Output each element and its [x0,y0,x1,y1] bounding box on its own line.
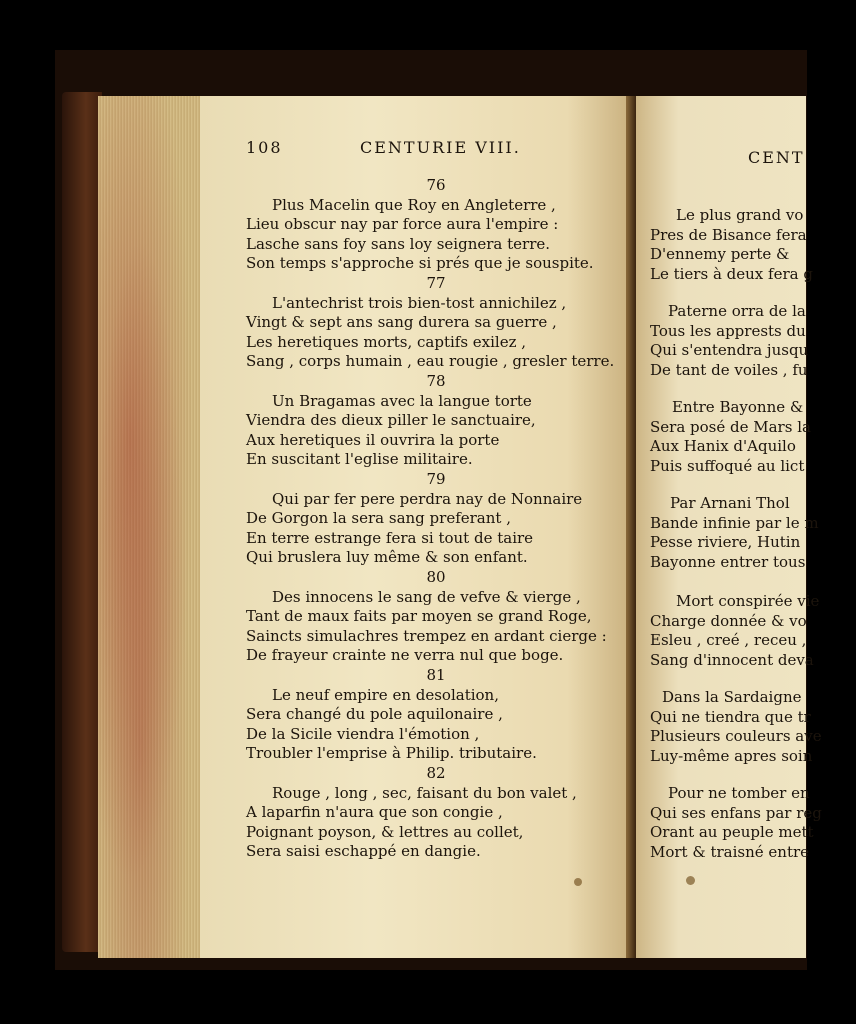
right-stanza [650,494,819,572]
verse-line: Qui par fer pere perdra nay de Nonnaire [272,489,583,508]
verse-line: Le neuf empire en desolation, [272,685,499,704]
right-stanza [650,784,822,862]
quatrain-79 [246,470,626,568]
right-running-head: CENT [748,148,805,167]
quatrain-number: 76 [426,176,446,194]
verse-line: Pour ne tomber en [668,784,810,802]
verse-line: De frayeur crainte ne verra nul que boge. [246,646,564,664]
verse-line: Charge donnée & vo [650,611,807,630]
page-fore-edge [98,96,204,958]
right-stanza [650,398,810,476]
paper-blemish [686,876,695,885]
verse-line: Lieu obscur nay par force aura l'empire : [246,215,559,233]
verse-line: Un Bragamas avec la langue torte [272,391,532,410]
verse-line: Paterne orra de la [668,302,806,320]
verse-line: Sang d'innocent deva [650,650,814,669]
verse-line: Vingt & sept ans sang durera sa guerre , [246,313,557,331]
verse-line: L'antechrist trois bien-tost annichilez , [272,293,567,312]
verse-line: Mort conspirée vie [676,592,820,610]
verse-line: Troubler l'emprise à Philip. tributaire. [246,744,537,762]
verse-line: Luy-même apres soin [650,746,813,765]
right-stanza [650,302,810,380]
verse-line: Sera saisi eschappé en dangie. [246,842,481,860]
page-number: 108 [246,138,283,157]
verse-line: Aux Hanix d'Aquilo [650,437,796,455]
verse-line: Qui ne tiendra que tr [650,707,811,726]
verse-line: De la Sicile viendra l'émotion , [246,724,480,743]
verse-line: Qui s'entendra jusqu [650,341,809,359]
paper-blemish [574,878,582,886]
quatrain-number: 77 [426,274,446,292]
verse-line: A laparfin n'aura que son congie , [246,803,503,821]
quatrain-76 [246,176,626,274]
running-head: CENTURIE VIII. [360,138,521,157]
verse-line: Pres de Bisance fera [650,225,807,244]
quatrain-number: 80 [426,568,446,586]
verse-line: Tous les apprests du [650,321,806,340]
quatrain-78 [246,372,626,470]
verse-line: Son temps s'approche si prés que je souspite. [246,254,594,272]
quatrain-number: 78 [426,372,446,390]
verse-line: En suscitant l'eglise militaire. [246,450,473,468]
verse-line: Bande infinie par le m [650,513,819,532]
quatrain-number: 82 [426,764,446,782]
verse-line: Aux heretiques il ouvrira la porte [246,430,500,449]
verse-line: Mort & traisné entre [650,842,810,861]
verse-line: Poignant poyson, & lettres au collet, [246,822,524,841]
quatrain-number: 79 [426,470,446,488]
verse-line: Orant au peuple mett [650,823,814,841]
verse-line: Lasche sans foy sans loy seignera terre. [246,234,551,253]
verse-line: Tant de maux faits par moyen se grand Roge, [246,607,592,625]
verse-line: Saincts simulachres trempez en ardant cierge : [246,626,607,645]
verse-line: Entre Bayonne & [672,398,804,416]
book-cover-edge [62,92,102,952]
verse-line: D'ennemy perte & [650,245,790,263]
quatrain-81 [246,666,626,764]
right-stanza [650,206,813,284]
verse-line: En terre estrange fera si tout de taire [246,528,534,547]
verse-line: Plus Macelin que Roy en Angleterre , [272,195,556,214]
verse-line: Le tiers à deux fera g [650,264,813,283]
verse-line: Par Arnani Thol [670,494,790,512]
verse-line: Sera posé de Mars la [650,417,811,436]
verse-line: Sang , corps humain , eau rougie , gresler terre. [246,352,615,370]
verse-line: Viendra des dieux piller le sanctuaire, [246,411,536,429]
verse-line: De Gorgon la sera sang preferant , [246,509,511,527]
verse-line: Bayonne entrer tous [650,552,806,571]
verse-line: Esleu , creé , receu , [650,631,807,649]
verse-line: De tant de voiles , fu [650,360,808,379]
book-gutter [626,96,636,958]
verse-line: Pesse riviere, Hutin [650,533,801,551]
verse-line: Rouge , long , sec, faisant du bon valet , [272,783,577,802]
verse-line: Des innocens le sang de vefve & vierge , [272,587,581,606]
verse-line: Puis suffoqué au lict [650,456,805,475]
quatrain-82 [246,764,626,862]
verse-line: Qui bruslera luy même & son enfant. [246,548,528,566]
quatrain-80 [246,568,626,666]
verse-line: Sera changé du pole aquilonaire , [246,705,503,723]
verse-line: Qui ses enfans par reg [650,803,822,822]
right-stanza [650,592,820,670]
verse-line: Les heretiques morts, captifs exilez , [246,332,527,351]
quatrain-77 [246,274,626,372]
verse-line: Le plus grand vo [676,206,804,224]
verse-line: Dans la Sardaigne [662,688,802,706]
verse-line: Plusieurs couleurs ave [650,727,822,745]
right-stanza [650,688,822,766]
quatrain-number: 81 [426,666,446,684]
